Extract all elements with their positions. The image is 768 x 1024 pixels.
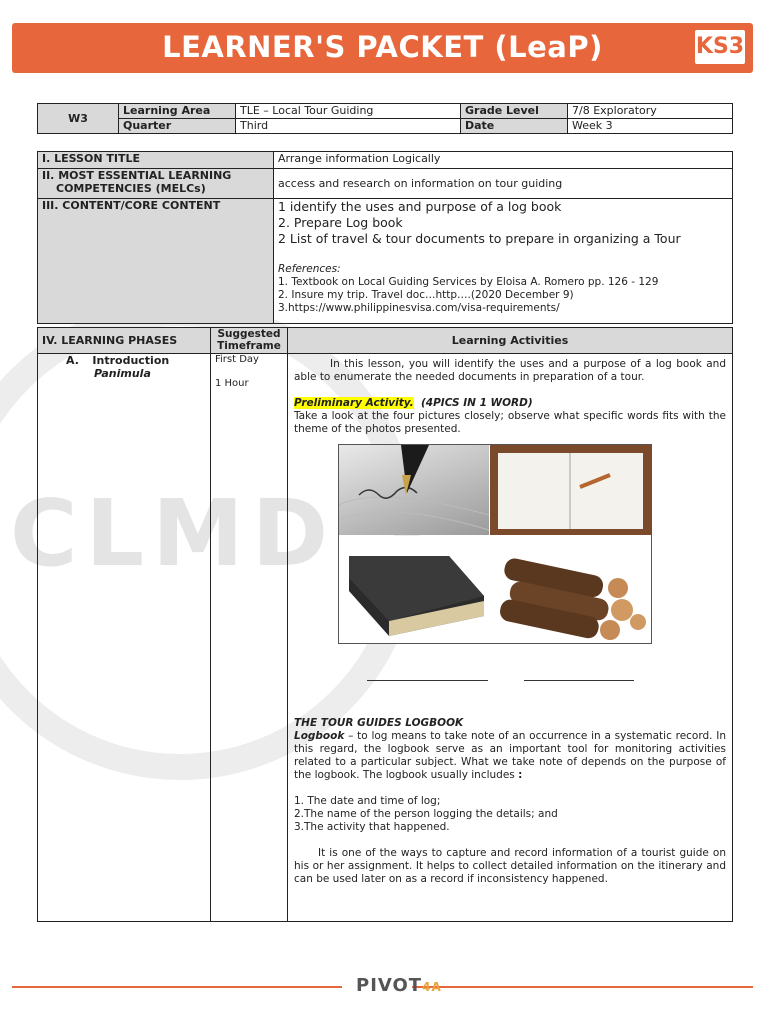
four-pics-grid	[338, 444, 652, 644]
grade-level-value: 7/8 Exploratory	[568, 104, 733, 119]
lesson-title-label: I. LESSON TITLE	[38, 152, 274, 169]
content-label: III. CONTENT/CORE CONTENT	[38, 199, 274, 324]
pivot-logo	[356, 975, 442, 996]
black-book-image	[339, 536, 489, 643]
quarter-value: Third	[236, 119, 461, 134]
ks3-badge: KS3	[695, 30, 745, 64]
reference-item: 1. Textbook on Local Guiding Services by Eloisa A. Romero pp. 126 - 129	[278, 276, 659, 288]
footer-line-right	[412, 986, 753, 988]
content-item: 2 List of travel & tour documents to prepare in organizing a Tour	[278, 231, 681, 246]
prelim-text: Take a look at the four pictures closely; observe what specific words fits with the theme of the photos presented.	[294, 410, 726, 435]
include-item: 2.The name of the person logging the details; and	[294, 808, 558, 820]
references-label: References:	[278, 263, 341, 275]
answer-blank-2[interactable]	[524, 680, 634, 681]
phase-a-cell	[38, 354, 211, 922]
content-item: 2. Prepare Log book	[278, 215, 403, 230]
logbook-colon: :	[518, 769, 523, 781]
logbook-def-text: – to log means to take note of an occurrence in a systematic record. In this regard, the logbook serve as an important tool for monitoring activities related to a particular subject. What we take note of depends on the purpose of the logbook. The logbook usually includes	[294, 730, 726, 781]
timeframe-cell	[211, 354, 288, 922]
melc-label	[38, 169, 274, 199]
content-cell	[274, 199, 733, 324]
time-day: First Day	[215, 354, 259, 365]
include-item: 1. The date and time of log;	[294, 795, 441, 807]
lesson-table	[37, 151, 733, 324]
date-value: Week 3	[568, 119, 733, 134]
lesson-title-value: Arrange information Logically	[274, 152, 733, 169]
reference-item: 2. Insure my trip. Travel doc…http….(2020 December 9)	[278, 289, 574, 301]
time-hours: 1 Hour	[215, 378, 249, 389]
watermark-text: CLMD	[10, 480, 337, 587]
intro-text: In this lesson, you will identify the uses and a purpose of a log book and able to enumerate the needed documents in preparation of a tour.	[294, 358, 726, 383]
phase-a-title: Introduction	[92, 354, 170, 367]
prelim-label: Preliminary Activity.	[294, 397, 414, 409]
open-notebook-image	[490, 445, 651, 535]
answer-blank-1[interactable]	[367, 680, 488, 681]
wood-logs-image	[490, 536, 651, 643]
phase-a-letter: A.	[66, 354, 79, 367]
melc-label-line1: II. MOST ESSENTIAL LEARNING	[42, 169, 232, 182]
timeframe-col-header: Suggested Timeframe	[211, 328, 288, 354]
logbook-term: Logbook	[294, 730, 345, 742]
logbook-definition	[294, 730, 726, 782]
header-info-table	[37, 103, 733, 134]
prelim-line	[294, 397, 726, 410]
learning-area-value: TLE – Local Tour Guiding	[236, 104, 461, 119]
phase-a-subtitle: Panimula	[94, 367, 151, 380]
pivot-logo-text: PIVOT	[356, 975, 423, 996]
content-item: 1 identify the uses and purpose of a log book	[278, 199, 562, 214]
phases-col-header: IV. LEARNING PHASES	[38, 328, 211, 354]
banner-title: LEARNER'S PACKET (LeaP)	[162, 30, 603, 64]
grade-level-label: Grade Level	[461, 104, 568, 119]
pen-writing-image	[339, 445, 489, 535]
date-label: Date	[461, 119, 568, 134]
pivot-logo-suffix: 4A	[422, 980, 442, 994]
melc-value: access and research on information on tour guiding	[274, 169, 733, 199]
reference-item: 3.https://www.philippinesvisa.com/visa-requirements/	[278, 302, 560, 314]
melc-label-line2: COMPETENCIES (MELCs)	[56, 182, 206, 195]
include-item: 3.The activity that happened.	[294, 821, 450, 833]
quarter-label: Quarter	[119, 119, 236, 134]
learning-area-label: Learning Area	[119, 104, 236, 119]
footer-line-left	[12, 986, 342, 988]
logbook-heading: THE TOUR GUIDES LOGBOOK	[294, 717, 464, 729]
closing-text: It is one of the ways to capture and record information of a tourist guide on his or her assignment. It helps to collect detailed information on the itinerary and can be used later on as a record if inconsistency happened.	[294, 847, 726, 885]
header-banner	[12, 23, 753, 73]
week-badge: W3	[38, 104, 119, 134]
activities-col-header: Learning Activities	[288, 328, 733, 354]
prelim-note: (4PICS IN 1 WORD)	[420, 397, 533, 409]
